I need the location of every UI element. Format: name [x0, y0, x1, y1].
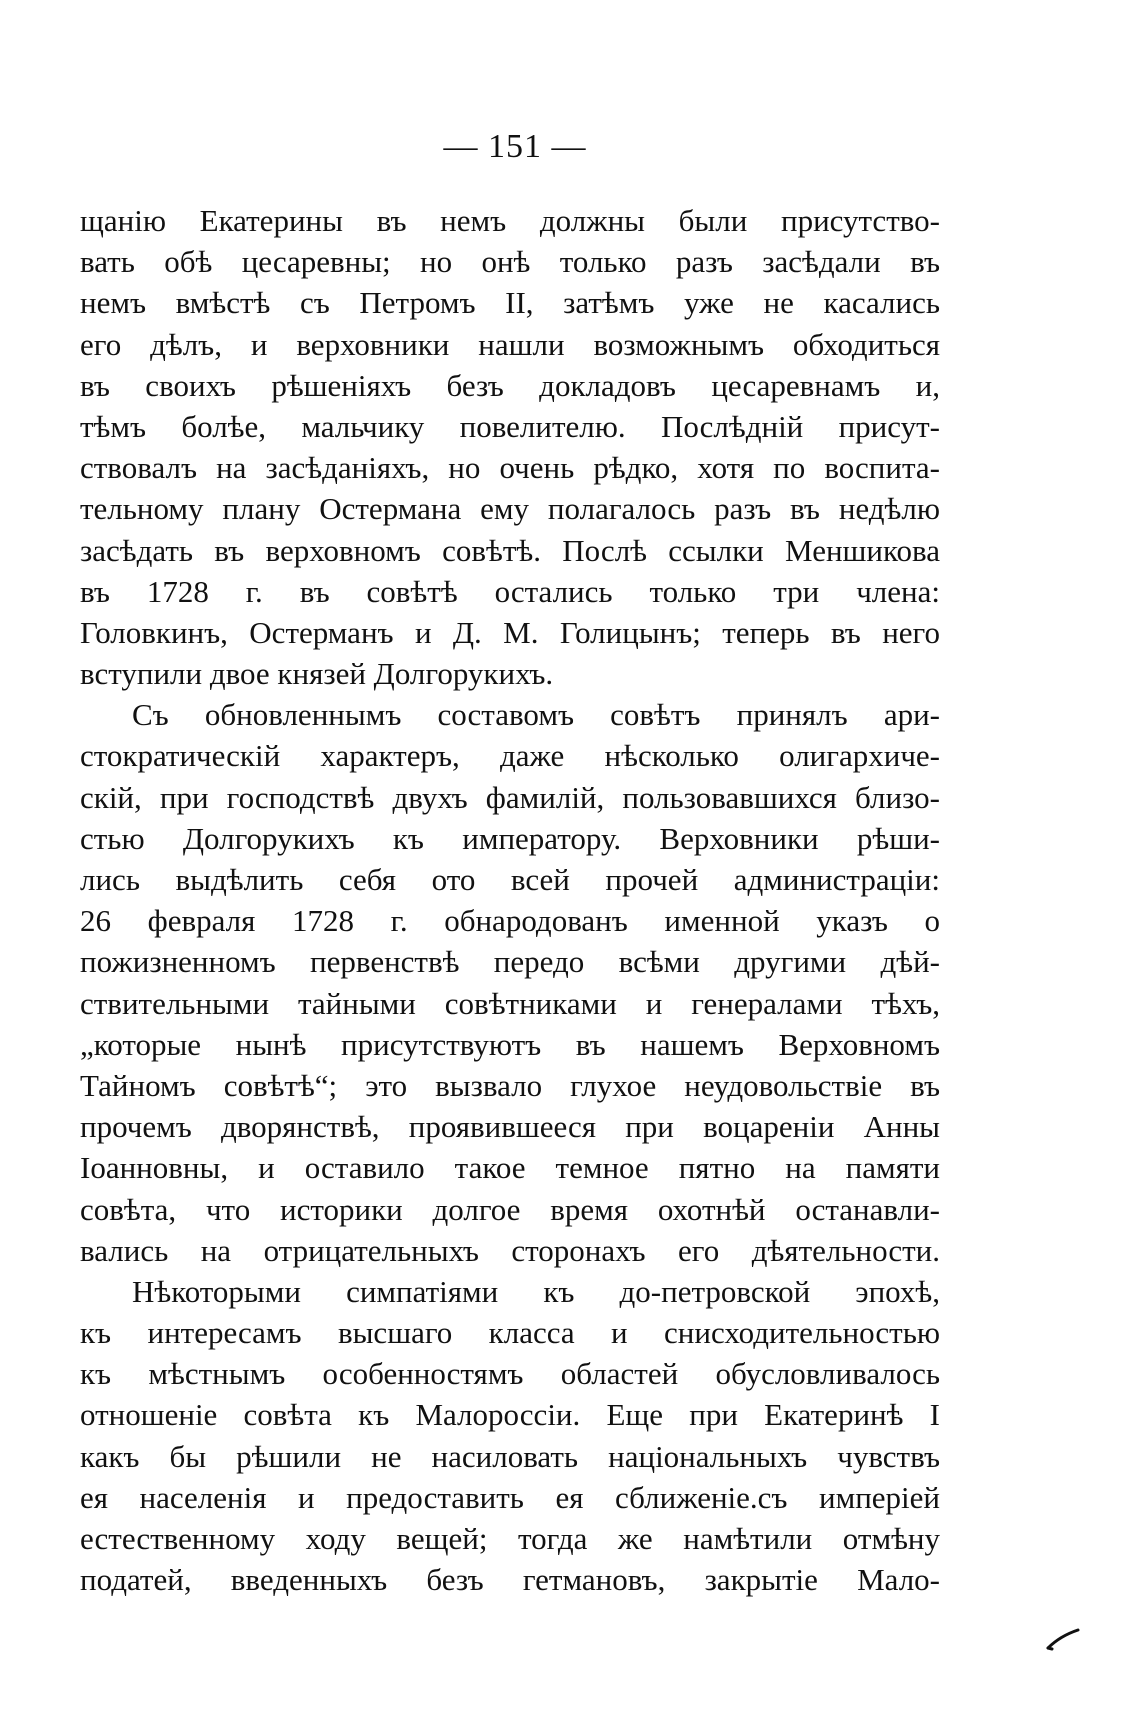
paragraph-start-line: Съ обновленнымъ составомъ совѣтъ принялъ ари- — [132, 697, 940, 733]
text-line: Тайномъ совѣтѣ“; это вызвало глухое неудовольствіе въ — [80, 1067, 940, 1103]
text-line: вать обѣ цесаревны; но онѣ только разъ засѣдали въ — [80, 244, 940, 280]
text-line: его дѣлъ, и верховники нашли возможнымъ обходиться — [80, 326, 940, 362]
text-line: къ интересамъ высшаго класса и снисходительностью — [80, 1315, 940, 1351]
text-line: пожизненномъ первенствѣ передо всѣми другими дѣй- — [80, 944, 940, 980]
text-line: „которые нынѣ присутствуютъ въ нашемъ Верховномъ — [80, 1026, 940, 1062]
text-line: ея населенія и предоставить ея сближеніе.съ имперіей — [80, 1479, 940, 1515]
text-line: совѣта, что историки долгое время охотнѣй останавли- — [80, 1191, 940, 1227]
ink-mark-icon — [1044, 1618, 1084, 1658]
text-line: тельному плану Остермана ему полагалось разъ въ недѣлю — [80, 491, 940, 527]
text-line: ствительными тайными совѣтниками и генералами тѣхъ, — [80, 985, 940, 1021]
page-number: — 151 — — [443, 128, 587, 165]
text-line: скій, при господствѣ двухъ фамилій, пользовавшихся близо- — [80, 779, 940, 815]
text-line: лись выдѣлить себя ото всей прочей администраціи: — [80, 862, 940, 897]
text-line: 26 февраля 1728 г. обнародованъ именной указъ о — [80, 903, 940, 939]
text-line: въ своихъ рѣшеніяхъ безъ докладовъ цесаревнамъ и, — [80, 367, 940, 403]
text-line: въ 1728 г. въ совѣтѣ остались только три члена: — [80, 573, 940, 609]
text-line: щанію Екатерины въ немъ должны были присутство- — [80, 203, 940, 238]
text-line: ствовалъ на засѣданіяхъ, но очень рѣдко, хотя по воспита- — [80, 450, 940, 486]
text-line: засѣдать въ верховномъ совѣтѣ. Послѣ ссылки Меншикова — [80, 532, 940, 568]
paragraph-end-line: вались на отрицательныхъ сторонахъ его дѣятельности. — [80, 1232, 940, 1268]
text-line: какъ бы рѣшили не насиловать національныхъ чувствъ — [80, 1438, 940, 1474]
text-line: тѣмъ болѣе, мальчику повелителю. Послѣдній присут- — [80, 408, 940, 444]
text-line: отношеніе совѣта къ Малороссіи. Еще при Екатеринѣ I — [80, 1397, 940, 1433]
text-line: стократическій характеръ, даже нѣсколько олигархиче- — [80, 738, 940, 774]
text-line: стью Долгорукихъ къ императору. Верховники рѣши- — [80, 820, 940, 856]
paragraph-start-line: Нѣкоторыми симпатіями къ до-петровской эпохѣ, — [132, 1273, 940, 1309]
paragraph-end-line: вступили двое князей Долгорукихъ. — [80, 656, 554, 692]
text-line: податей, введенныхъ безъ гетмановъ, закрытіе Мало- — [80, 1562, 940, 1598]
text-line: немъ вмѣстѣ съ Петромъ II, затѣмъ уже не касались — [80, 285, 940, 321]
body-text — [80, 200, 940, 1600]
text-line: Головкинъ, Остерманъ и Д. М. Голицынъ; теперь въ него — [80, 614, 940, 650]
text-line: Іоанновны, и оставило такое темное пятно на памяти — [80, 1150, 940, 1186]
text-line: къ мѣстнымъ особенностямъ областей обусловливалось — [80, 1356, 940, 1392]
text-line: прочемъ дворянствѣ, проявившееся при воцареніи Анны — [80, 1109, 940, 1145]
text-line: естественному ходу вещей; тогда же намѣтили отмѣну — [80, 1521, 940, 1556]
